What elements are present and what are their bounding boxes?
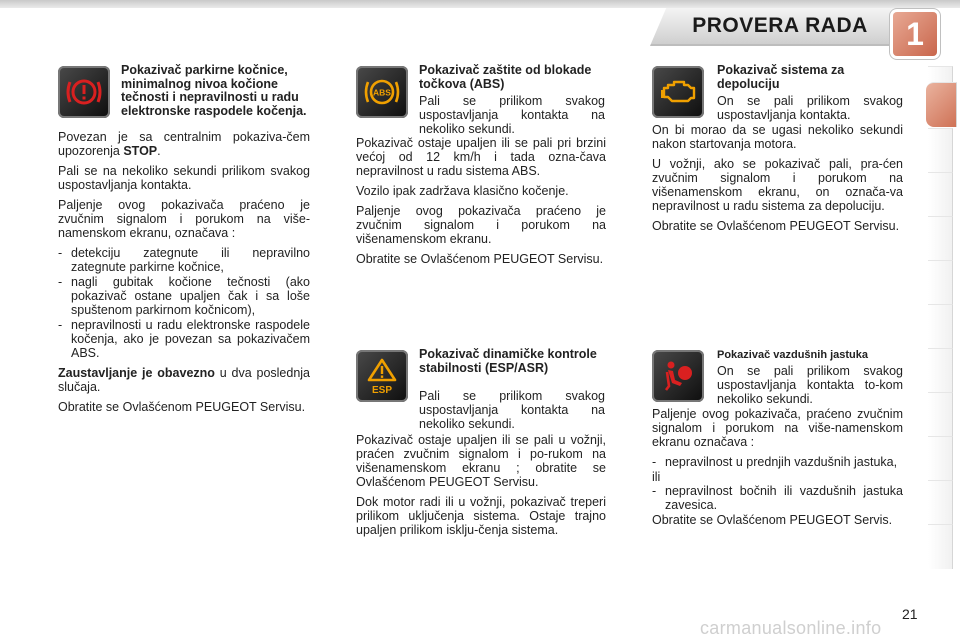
side-tab[interactable] bbox=[928, 480, 953, 525]
parking-brake-title: Pokazivač parkirne kočnice, minimalnog nivoa kočione tečnosti i nepravilnosti u radu elektronske raspodele kočenja. bbox=[121, 63, 307, 118]
esp-warning-icon bbox=[356, 350, 408, 402]
esp-subtitle: Pali se prilikom svakog uspostavljanja kontakta na nekoliko sekundi. bbox=[419, 389, 605, 431]
engine-p2: U vožnji, ako se pokazivač pali, pra-ćen zvučnim signalom i porukom na višenamenskom ekranu, on označa-va nepravilnost u radu sistema za depoluciju. bbox=[652, 157, 903, 213]
airbag-list-1 bbox=[652, 455, 903, 469]
side-tab[interactable] bbox=[928, 392, 953, 437]
engine-title: Pokazivač sistema za depoluciju bbox=[717, 63, 845, 91]
esp-section bbox=[356, 433, 606, 543]
airbag-or: ili bbox=[652, 470, 661, 484]
list-item: - nagli gubitak kočione tečnosti (ako pokazivač ostane upaljen čak i sa loše spuštenom parkirnom kočnicom), bbox=[58, 275, 310, 317]
esp-icon-label: ESP bbox=[371, 385, 393, 396]
side-tab[interactable] bbox=[928, 524, 953, 569]
abs-icon-label: ABS bbox=[373, 87, 391, 98]
parking-brake-p2: Pali se na nekoliko sekundi prilikom svakog uspostavljanja kontakta. bbox=[58, 164, 310, 192]
side-tab[interactable] bbox=[928, 172, 953, 217]
abs-p2: Vozilo ipak zadržava klasično kočenje. bbox=[356, 184, 569, 198]
page-header bbox=[0, 0, 960, 50]
side-tab[interactable] bbox=[928, 348, 953, 393]
list-item: - nepravilnosti u radu elektronske raspodele kočenja, ako je povezan sa pokazivačem ABS. bbox=[58, 318, 310, 360]
abs-subtitle: Pali se prilikom svakog uspostavljanja kontakta na nekoliko sekundi. bbox=[419, 94, 605, 136]
airbag-p1: Paljenje ovog pokazivača, praćeno zvučnim signalom i porukom na više-namenskom ekranu označava : bbox=[652, 407, 903, 449]
page-title: PROVERA RADA bbox=[692, 14, 868, 37]
engine-warning-icon bbox=[652, 66, 704, 118]
esp-p2: Dok motor radi ili u vožnji, pokazivač treperi prilikom uključenja sistema. Ostaje trajno upaljen prilikom isklju-čenja sistema. bbox=[356, 495, 606, 537]
abs-p3: Paljenje ovog pokazivača praćeno je zvučnim signalom i porukom na višenamenskom ekranu. bbox=[356, 204, 606, 246]
parking-brake-list bbox=[58, 246, 310, 360]
header-band bbox=[0, 0, 960, 8]
parking-brake-p5: Obratite se Ovlašćenom PEUGEOT Servisu. bbox=[58, 400, 306, 414]
page-number: 21 bbox=[902, 606, 918, 622]
abs-warning-icon bbox=[356, 66, 408, 118]
abs-p1: Pokazivač ostaje upaljen ili se pali pri brzini većoj od 12 km/h i tada ozna-čava nepravilnost u radu sistema ABS. bbox=[356, 136, 606, 178]
abs-section bbox=[356, 136, 606, 272]
esp-p1: Pokazivač ostaje upaljen ili se pali u vožnji, praćen zvučnim signalom i po-rukom na višenamenskom ekranu ; obratite se Ovlašćenom PEUGEOT Servisu. bbox=[356, 433, 606, 489]
parking-brake-p4: Zaustavljanje je obavezno u dva poslednja slučaja. bbox=[58, 366, 311, 394]
airbag-list-2 bbox=[652, 484, 903, 512]
side-tab[interactable] bbox=[928, 216, 953, 261]
side-tab-strip bbox=[928, 66, 960, 576]
parking-brake-p1: Povezan je sa centralnim pokaziva-čem upozorenja STOP. bbox=[58, 130, 310, 158]
airbag-title: Pokazivač vazdušnih jastuka bbox=[717, 349, 869, 361]
parking-brake-p3: Paljenje ovog pokazivača praćeno je zvučnim signalom i porukom na više-namenskom ekranu, označava : bbox=[58, 198, 310, 240]
airbag-subtitle: On se pali prilikom svakog uspostavljanja kontakta to-kom nekoliko sekundi. bbox=[717, 364, 903, 406]
parking-brake-warning-icon bbox=[58, 66, 110, 118]
watermark: carmanualsonline.info bbox=[700, 618, 882, 638]
side-tab[interactable] bbox=[928, 304, 953, 349]
list-item: - detekciju zategnute ili nepravilno zategnute parkirne kočnice, bbox=[58, 246, 310, 274]
engine-subtitle: On se pali prilikom svakog uspostavljanja kontakta. bbox=[717, 94, 903, 122]
engine-section bbox=[652, 123, 903, 239]
side-tab-active[interactable] bbox=[926, 82, 957, 127]
engine-p3: Obratite se Ovlašćenom PEUGEOT Servisu. bbox=[652, 219, 900, 233]
chapter-number: 1 bbox=[906, 16, 924, 52]
airbag-section bbox=[652, 407, 903, 533]
abs-title: Pokazivač zaštite od blokade točkova (ABS) bbox=[419, 63, 592, 91]
side-tab[interactable] bbox=[928, 128, 953, 173]
side-tab[interactable] bbox=[928, 260, 953, 305]
list-item: - nepravilnost u prednjih vazdušnih jastuka, bbox=[652, 455, 903, 469]
chapter-badge bbox=[893, 12, 937, 56]
abs-p4: Obratite se Ovlašćenom PEUGEOT Servisu. bbox=[356, 252, 604, 266]
airbag-warning-icon bbox=[652, 350, 704, 402]
side-tab[interactable] bbox=[928, 436, 953, 481]
parking-brake-section bbox=[58, 130, 310, 420]
list-item: - nepravilnost bočnih ili vazdušnih jastuka zavesica. bbox=[652, 484, 903, 512]
airbag-p2: Obratite se Ovlašćenom PEUGEOT Servis. bbox=[652, 513, 893, 527]
esp-title: Pokazivač dinamičke kontrole stabilnosti (ESP/ASR) bbox=[419, 347, 597, 375]
engine-p1: On bi morao da se ugasi nekoliko sekundi nakon startovanja motora. bbox=[652, 123, 903, 151]
